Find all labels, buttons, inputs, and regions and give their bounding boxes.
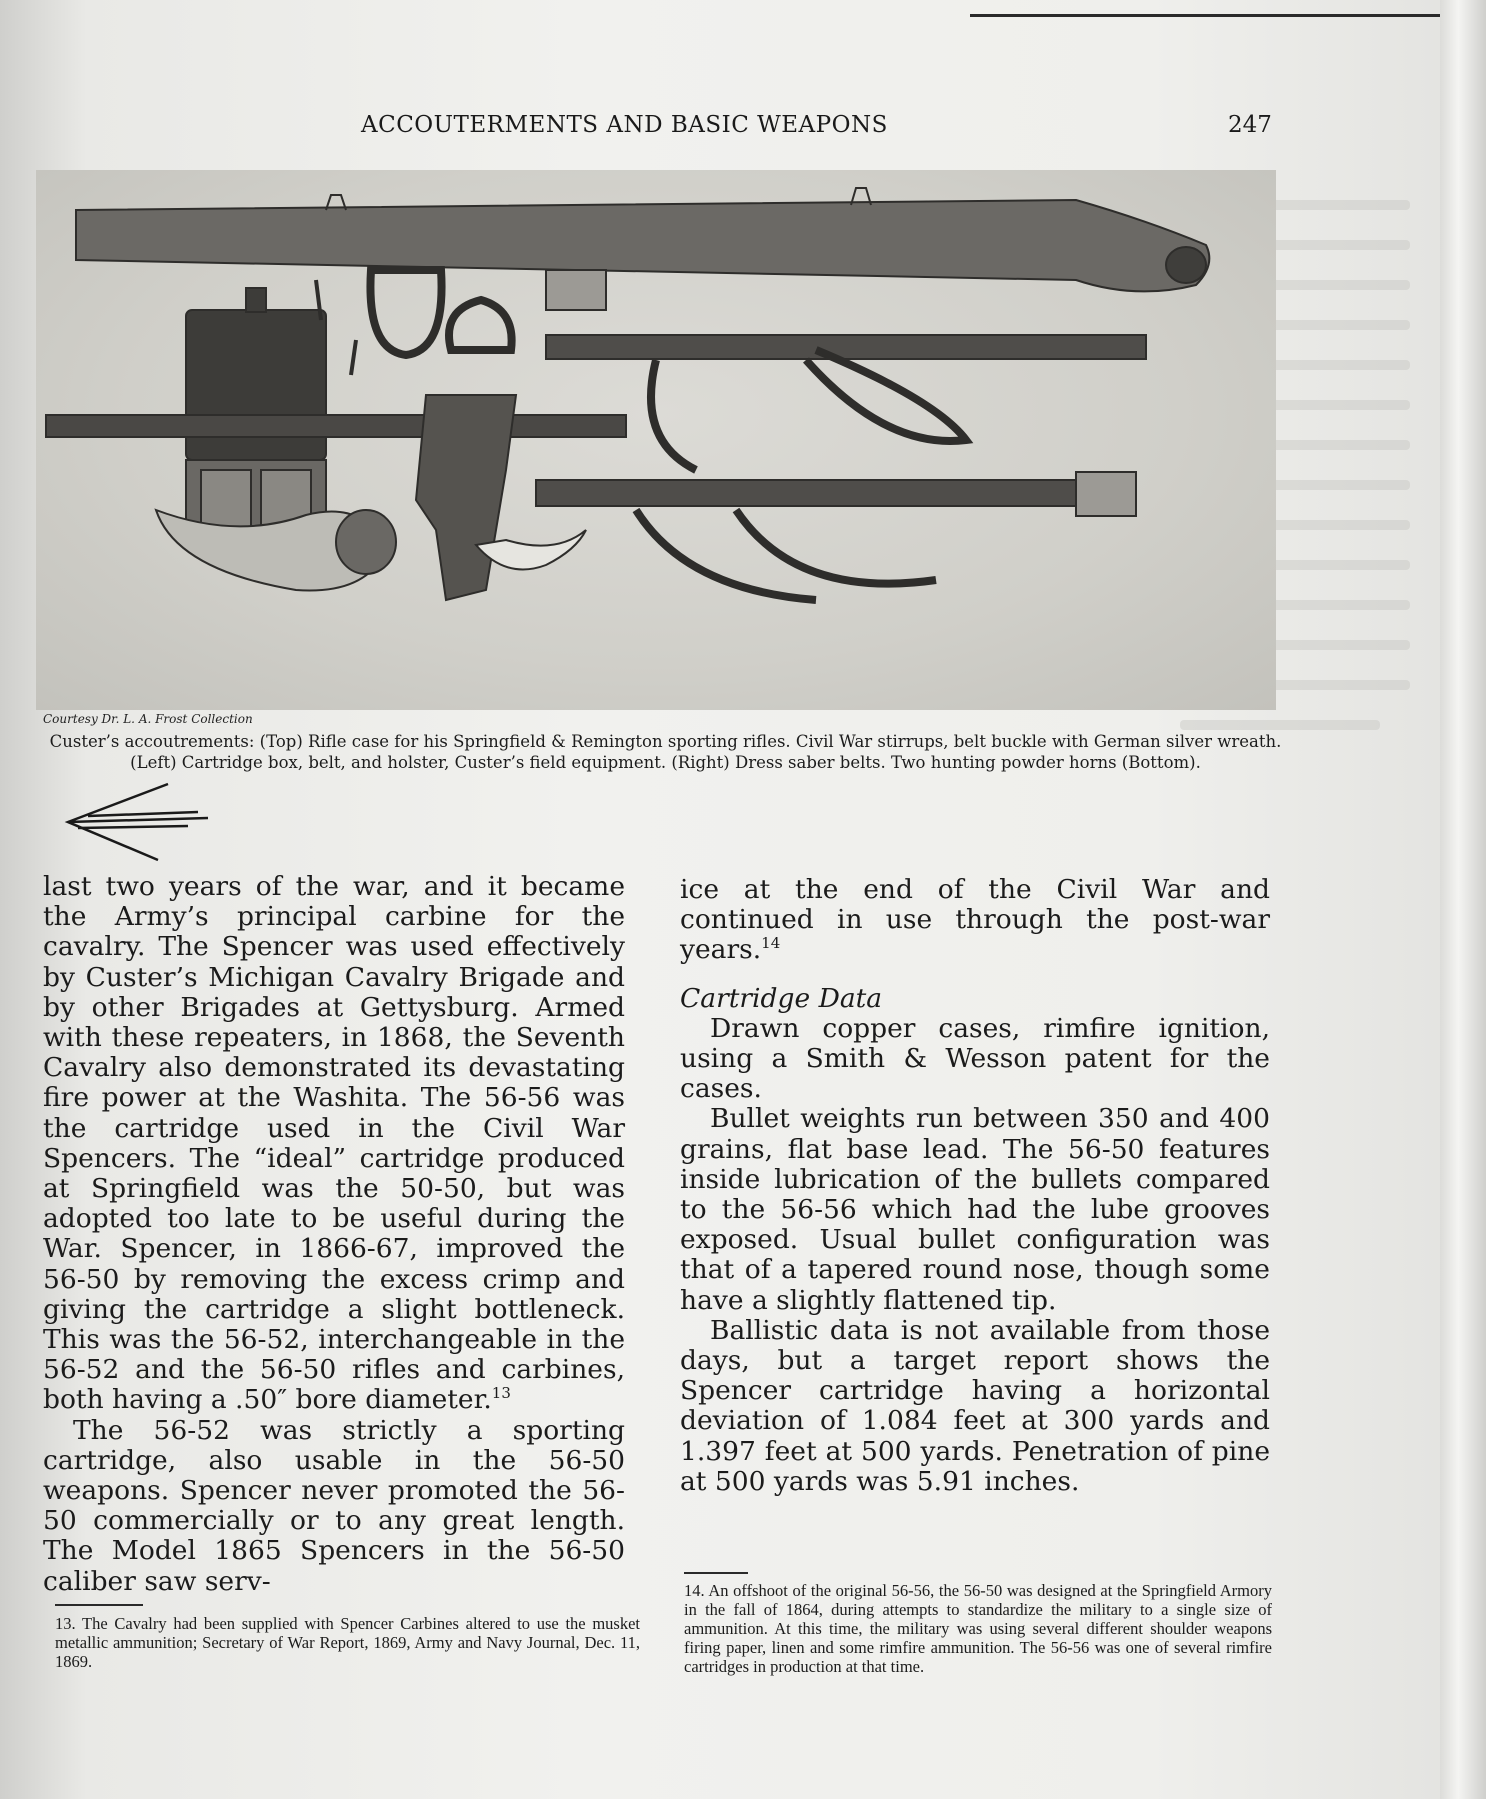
left-paragraph-2: The 56-52 was strictly a sporting cartridge, also usable in the 56-50 weapons. Spencer never promoted the 56-50 commercially or to any great length. The Model 1865 Spencers in the 56-50 caliber saw serv- <box>43 1414 625 1597</box>
footnote-13: 13. The Cavalry had been supplied with Spencer Carbines altered to use the musket metallic ammunition; Secretary of War Report, 1869, Army and Navy Journal, Dec. 11, 1869. <box>55 1614 640 1671</box>
footnote-ref-14: 14 <box>761 934 781 953</box>
handwritten-arrow-icon <box>48 782 218 862</box>
right-paragraph-2: Drawn copper cases, rimfire ignition, using a Smith & Wesson patent for the cases. <box>680 1012 1270 1105</box>
page-number: 247 <box>1228 112 1272 138</box>
section-subhead: Cartridge Data <box>680 982 883 1014</box>
right-paragraph-4: Ballistic data is not available from those days, but a target report shows the Spencer cartridge having a horizontal deviation of 1.084 feet at 300 yards and 1.397 feet at 500 yards. Penetration of pine at 500 yards was 5.91 inches. <box>680 1314 1270 1497</box>
right-text-column <box>680 875 1270 1497</box>
accoutrements-photo <box>36 170 1276 710</box>
adjacent-page-edge <box>1440 0 1486 1799</box>
footnote-rule-right <box>684 1572 748 1574</box>
right-paragraph-3: Bullet weights run between 350 and 400 grains, flat base lead. The 56-50 features inside lubrication of the bullets compared to the 56-56 which had the lube grooves exposed. Usual bullet configuration was that of a tapered round nose, though some have a slightly flattened tip. <box>680 1103 1270 1316</box>
footnote-14: 14. An offshoot of the original 56-56, the 56-50 was designed at the Springfield Armory in the fall of 1864, during attempts to standardize the military to a single size of ammunition. At this time, the military was using several different shoulder weapons firing paper, linen and some rimfire ammunition. The 56-56 was one of several rimfire cartridges in production at that time. <box>684 1581 1272 1676</box>
running-header-title: ACCOUTERMENTS AND BASIC WEAPONS <box>361 112 888 138</box>
figure-caption: Custer’s accoutrements: (Top) Rifle case for his Springfield & Remington sporting rifles. Civil War stirrups, belt buckle with German silver wreath. (Left) Cartridge box, belt, and holster, Custer’s field equipment. (Right) Dress saber belts. Two hunting powder horns (Bottom). <box>49 732 1282 772</box>
footnote-ref-13: 13 <box>491 1384 511 1403</box>
left-text-column <box>43 872 625 1597</box>
right-paragraph-1: ice at the end of the Civil War and continued in use through the post-war years.$^{14}$ <box>680 874 1270 966</box>
photo-credit: Courtesy Dr. L. A. Frost Collection <box>43 712 253 726</box>
accoutrements-illustration <box>36 170 1276 710</box>
footnote-rule-left <box>55 1604 143 1606</box>
top-edge-rule <box>970 14 1440 17</box>
left-paragraph-1: last two years of the war, and it became the Army’s principal carbine for the cavalry. The Spencer was used effectively by Custer’s Michigan Cavalry Brigade and by other Brigades at Gettysburg. Armed with these repeaters, in 1868, the Seventh Cavalry also demonstrated its devastating fire power at the Washita. The 56-56 was the cartridge used in the Civil War Spencers. The “ideal” cartridge produced at Springfield was the 50-50, but was adopted too late to be useful during the War. Spencer, in 1866-67, improved the 56-50 by removing the excess crimp and giving the cartridge a slight bottleneck. This was the 56-52, interchangeable in the 56-52 and the 56-50 rifles and carbines, both having a .50″ bore diameter.$^{13}$ <box>43 871 625 1416</box>
